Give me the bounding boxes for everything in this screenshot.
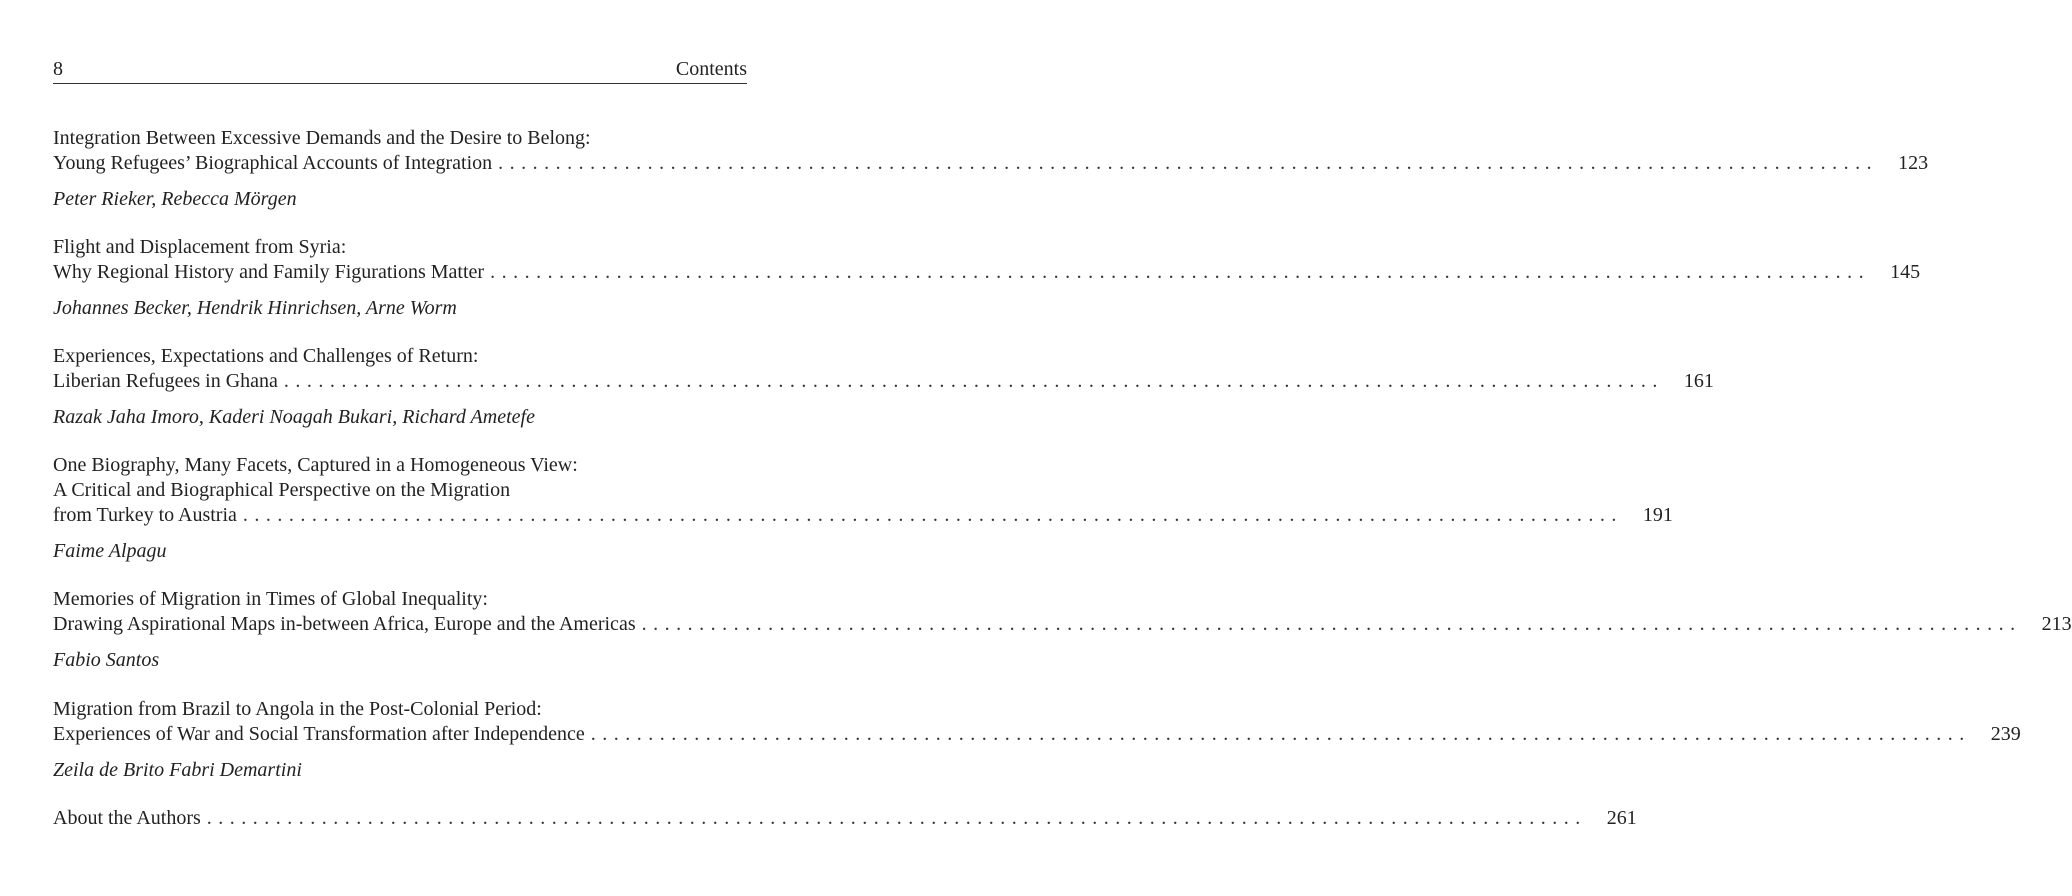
toc-entry bbox=[53, 697, 2021, 783]
about-label: About the Authors bbox=[53, 807, 201, 829]
entry-title-line: One Biography, Many Facets, Captured in a Homogeneous View: bbox=[53, 454, 578, 476]
dot-leader: ........................................................................................................................ bbox=[498, 152, 1879, 174]
entry-title-last-line bbox=[53, 151, 1929, 176]
entry-page-number: 145 bbox=[1890, 261, 1921, 283]
entry-title-line: Integration Between Excessive Demands and the Desire to Belong: bbox=[53, 127, 591, 149]
entry-authors: Fabio Santos bbox=[53, 649, 160, 671]
entry-authors: Faime Alpagu bbox=[53, 540, 167, 562]
page-number: 8 bbox=[53, 58, 63, 80]
entry-page-number: 191 bbox=[1642, 504, 1673, 526]
dot-leader: ........................................................................................................................ bbox=[490, 261, 1871, 283]
dot-leader: ........................................................................................................................ bbox=[242, 504, 1623, 526]
entry-title-text: Drawing Aspirational Maps in-between Africa, Europe and the Americas bbox=[53, 613, 636, 635]
entry-title-line: Flight and Displacement from Syria: bbox=[53, 236, 347, 258]
entry-authors: Razak Jaha Imoro, Kaderi Noagah Bukari, Richard Ametefe bbox=[53, 406, 535, 428]
dot-leader: ........................................................................................................................ bbox=[206, 807, 1587, 829]
dot-leader: ........................................................................................................................ bbox=[641, 613, 2022, 635]
entry-title-last-line bbox=[53, 722, 2021, 747]
entry-title-line: Migration from Brazil to Angola in the Post-Colonial Period: bbox=[53, 698, 542, 720]
entry-title-line: Memories of Migration in Times of Global Inequality: bbox=[53, 588, 488, 610]
about-line bbox=[53, 806, 1637, 831]
toc-entry bbox=[53, 126, 1929, 212]
entry-title-text: Liberian Refugees in Ghana bbox=[53, 370, 278, 392]
dot-leader: ........................................................................................................................ bbox=[590, 723, 1971, 745]
entry-title-last-line bbox=[53, 369, 1714, 394]
toc-entry-about bbox=[53, 806, 1637, 831]
about-page-number: 261 bbox=[1606, 807, 1637, 829]
entry-title-last-line bbox=[53, 260, 1921, 285]
entry-title-text: Experiences of War and Social Transformation after Independence bbox=[53, 723, 585, 745]
toc-entry bbox=[53, 344, 1714, 430]
dot-leader: ........................................................................................................................ bbox=[283, 370, 1664, 392]
entry-title-last-line bbox=[53, 612, 2072, 637]
entry-page-number: 161 bbox=[1683, 370, 1714, 392]
toc-entry bbox=[53, 453, 1673, 564]
entry-title-line: A Critical and Biographical Perspective on the Migration bbox=[53, 479, 511, 501]
entry-authors: Peter Rieker, Rebecca Mörgen bbox=[53, 188, 297, 210]
entry-title-line: Experiences, Expectations and Challenges of Return: bbox=[53, 345, 479, 367]
entry-title-text: Why Regional History and Family Figurations Matter bbox=[53, 261, 485, 283]
entry-page-number: 213 bbox=[2041, 613, 2072, 635]
running-head bbox=[53, 57, 747, 84]
entry-title-text: from Turkey to Austria bbox=[53, 504, 237, 526]
toc-entry bbox=[53, 235, 1921, 321]
entry-page-number: 239 bbox=[1990, 723, 2021, 745]
entry-authors: Zeila de Brito Fabri Demartini bbox=[53, 759, 302, 781]
entry-title-text: Young Refugees’ Biographical Accounts of Integration bbox=[53, 152, 493, 174]
entry-authors: Johannes Becker, Hendrik Hinrichsen, Arne Worm bbox=[53, 297, 457, 319]
entry-page-number: 123 bbox=[1898, 152, 1929, 174]
toc-entry bbox=[53, 587, 2072, 673]
entry-title-last-line bbox=[53, 503, 1673, 528]
section-title: Contents bbox=[675, 58, 747, 80]
